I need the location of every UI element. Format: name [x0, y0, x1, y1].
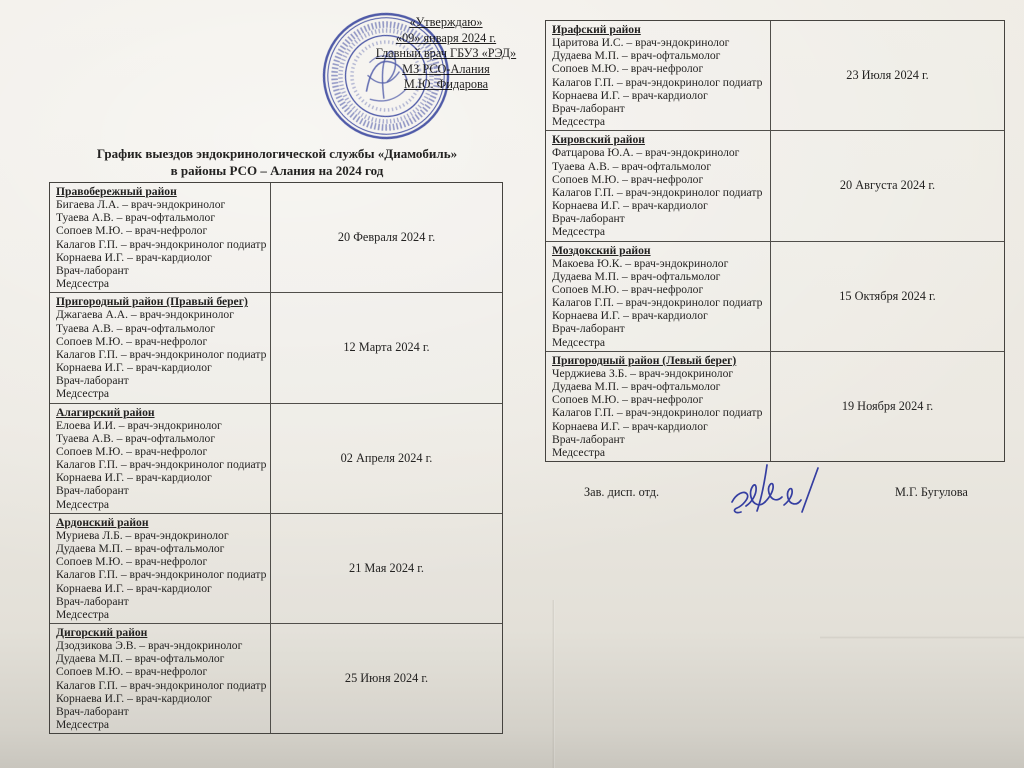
table-row — [546, 351, 1004, 461]
district-name: Пригородный район (Левый берег) — [552, 353, 737, 367]
team-member: Корнаева И.Г. – врач-кардиолог — [56, 581, 212, 595]
team-member: Бигаева Л.А. – врач-эндокринолог — [56, 198, 226, 212]
team-member: Калагов Г.П. – врач-эндокринолог подиатр — [56, 678, 267, 692]
district-cell — [50, 404, 271, 513]
team-member: Корнаева И.Г. – врач-кардиолог — [552, 88, 708, 102]
district-name: Ирафский район — [552, 23, 641, 36]
team-member: Сопоев М.Ю. – врач-нефролог — [56, 224, 208, 238]
team-member: Калагов Г.П. – врач-эндокринолог подиатр — [56, 347, 267, 361]
team-member: Туаева А.В. – врач-офтальмолог — [552, 159, 712, 173]
official-stamp-icon — [310, 0, 463, 152]
table-row — [50, 292, 502, 402]
team-member: Врач-лаборант — [552, 432, 625, 446]
date-cell: 25 Июня 2024 г. — [344, 671, 429, 686]
district-cell — [50, 293, 271, 402]
team-member: Дудаева М.П. – врач-офтальмолог — [56, 652, 225, 666]
team-member: Дудаева М.П. – врач-офтальмолог — [552, 269, 721, 283]
team-member: Врач-лаборант — [56, 484, 129, 498]
district-cell — [546, 21, 771, 130]
team-member: Медсестра — [56, 497, 110, 511]
page-title-line1: График выездов эндокринологической службы «Диамобиль» — [96, 146, 458, 161]
team-member: Сопоев М.Ю. – врач-нефролог — [552, 393, 704, 407]
team-member: Царитова И.С. – врач-эндокринолог — [552, 36, 730, 50]
district-cell — [50, 183, 271, 292]
page-title-line2: в районы РСО – Алания на 2024 год — [170, 162, 384, 178]
district-cell — [546, 352, 771, 461]
team-member: Туаева А.В. – врач-офтальмолог — [56, 431, 216, 445]
team-member: Сопоев М.Ю. – врач-нефролог — [56, 555, 208, 569]
district-name: Кировский район — [552, 133, 645, 147]
team-member: Корнаева И.Г. – врач-кардиолог — [56, 250, 212, 264]
approval-line: Главный врач ГБУЗ «РЭД» — [375, 46, 517, 60]
team-member: Корнаева И.Г. – врач-кардиолог — [56, 691, 212, 705]
team-member: Сопоев М.Ю. – врач-нефролог — [552, 62, 704, 76]
team-member: Муриева Л.Б. – врач-эндокринолог — [56, 528, 229, 542]
date-cell: 19 Ноября 2024 г. — [841, 398, 934, 413]
district-name: Дигорский район — [56, 626, 148, 639]
team-member: Сопоев М.Ю. – врач-нефролог — [56, 444, 208, 458]
team-member: Туаева А.В. – врач-офтальмолог — [56, 321, 216, 335]
team-member: Корнаева И.Г. – врач-кардиолог — [552, 419, 708, 433]
page-title — [48, 146, 506, 179]
district-name: Пригородный район (Правый берег) — [56, 295, 248, 309]
approval-line: М.Ю. Фидарова — [403, 77, 489, 91]
signature-label: Зав. дисп. отд. — [584, 485, 660, 499]
district-cell — [546, 131, 771, 240]
table-row — [546, 241, 1004, 351]
team-member: Врач-лаборант — [56, 263, 129, 277]
team-member: Калагов Г.П. – врач-эндокринолог подиатр — [552, 75, 763, 89]
team-member: Дудаева М.П. – врач-офтальмолог — [56, 542, 225, 556]
team-member: Калагов Г.П. – врач-эндокринолог подиатр — [552, 296, 763, 310]
team-member: Туаева А.В. – врач-офтальмолог — [56, 211, 216, 225]
paper-crease-horizontal — [820, 636, 1024, 639]
date-cell: 23 Июля 2024 г. — [846, 68, 929, 83]
district-cell — [546, 242, 771, 351]
team-member: Врач-лаборант — [56, 594, 129, 608]
date-cell: 15 Октября 2024 г. — [839, 288, 936, 303]
team-member: Сопоев М.Ю. – врач-нефролог — [56, 665, 208, 679]
district-cell — [50, 624, 271, 733]
team-member: Корнаева И.Г. – врач-кардиолог — [552, 199, 708, 213]
team-member: Медсестра — [552, 335, 606, 349]
team-member: Врач-лаборант — [552, 322, 625, 336]
team-member: Джагаева А.А. – врач-эндокринолог — [56, 308, 234, 322]
district-name: Моздокский район — [552, 243, 651, 257]
team-member: Медсестра — [56, 387, 110, 401]
team-member: Калагов Г.П. – врач-эндокринолог подиатр — [552, 185, 763, 199]
team-member: Елоева И.И. – врач-эндокринолог — [56, 418, 222, 432]
team-member: Черджиева З.Б. – врач-эндокринолог — [552, 366, 734, 380]
team-member: Медсестра — [552, 115, 606, 129]
team-member: Медсестра — [56, 607, 110, 621]
team-member: Макоева Ю.К. – врач-эндокринолог — [552, 256, 729, 270]
approval-line: «Утверждаю» — [409, 15, 483, 29]
team-member: Калагов Г.П. – врач-эндокринолог подиатр — [56, 458, 267, 472]
table-row — [50, 623, 502, 733]
paper-crease-vertical — [552, 600, 555, 768]
signatory-name: М.Г. Бугулова — [895, 485, 968, 499]
team-member: Врач-лаборант — [552, 212, 625, 226]
team-member: Медсестра — [552, 225, 606, 239]
district-name: Правобережный район — [56, 185, 177, 198]
approval-line: МЗ РСО-Алания — [402, 61, 490, 76]
approval-line: «09» января 2024 г. — [395, 30, 497, 45]
team-member: Калагов Г.П. – врач-эндокринолог подиатр — [552, 406, 763, 420]
table-row — [546, 21, 1004, 130]
team-member: Врач-лаборант — [56, 374, 129, 388]
schedule-table-right — [545, 20, 1005, 462]
team-member: Сопоев М.Ю. – врач-нефролог — [56, 334, 208, 348]
team-member: Дзодзикова Э.В. – врач-эндокринолог — [56, 639, 243, 653]
table-row — [50, 513, 502, 623]
team-member: Корнаева И.Г. – врач-кардиолог — [56, 361, 212, 375]
team-member: Корнаева И.Г. – врач-кардиолог — [56, 471, 212, 485]
handwritten-signature-icon — [718, 450, 828, 528]
date-cell: 20 Февраля 2024 г. — [337, 230, 436, 245]
team-member: Врач-лаборант — [56, 704, 129, 718]
schedule-table-left — [49, 182, 503, 734]
team-member: Калагов Г.П. – врач-эндокринолог подиатр — [56, 237, 267, 251]
table-row — [546, 130, 1004, 240]
team-member: Медсестра — [552, 445, 606, 459]
date-cell: 02 Апреля 2024 г. — [340, 450, 433, 465]
team-member: Фатцарова Ю.А. – врач-эндокринолог — [552, 146, 740, 160]
team-member: Медсестра — [56, 718, 110, 732]
team-member: Калагов Г.П. – врач-эндокринолог подиатр — [56, 568, 267, 582]
district-cell — [50, 514, 271, 623]
table-row — [50, 403, 502, 513]
date-cell: 20 Августа 2024 г. — [839, 178, 936, 193]
date-cell: 12 Марта 2024 г. — [343, 340, 430, 355]
district-name: Алагирский район — [56, 405, 155, 419]
table-row — [50, 183, 502, 292]
team-member: Сопоев М.Ю. – врач-нефролог — [552, 172, 704, 186]
district-name: Ардонский район — [56, 515, 149, 529]
team-member: Корнаева И.Г. – врач-кардиолог — [552, 309, 708, 323]
team-member: Дудаева М.П. – врач-офтальмолог — [552, 380, 721, 394]
team-member: Сопоев М.Ю. – врач-нефролог — [552, 282, 704, 296]
team-member: Медсестра — [56, 277, 110, 291]
date-cell: 21 Мая 2024 г. — [349, 560, 424, 575]
team-member: Дудаева М.П. – врач-офтальмолог — [552, 49, 721, 63]
team-member: Врач-лаборант — [552, 101, 625, 115]
